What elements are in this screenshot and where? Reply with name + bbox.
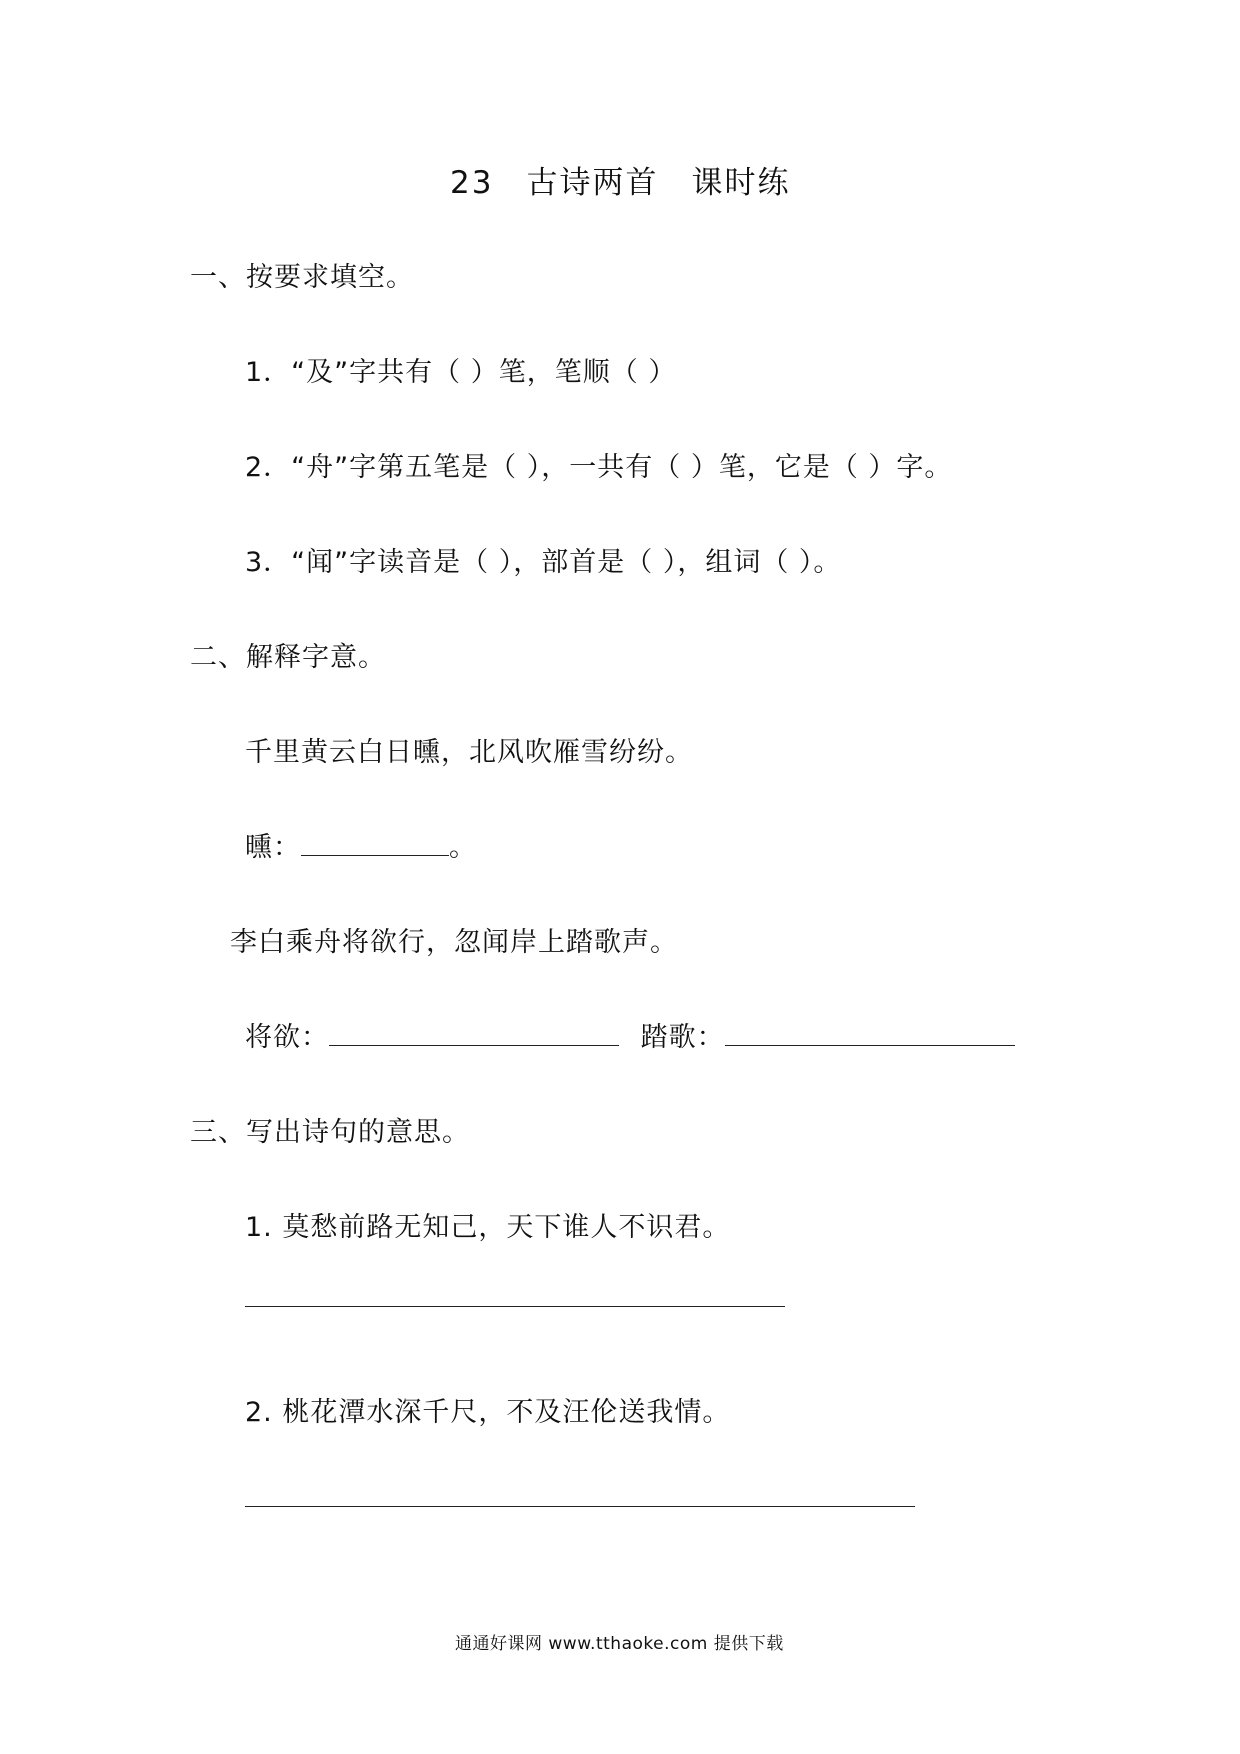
section-heading-fill-blanks: 一、按要求填空。 bbox=[190, 262, 414, 293]
page-title: 23 古诗两首 课时练 bbox=[450, 165, 791, 201]
term-label-jiangyu: 将欲： bbox=[245, 1022, 329, 1053]
poem-verse-2: 李白乘舟将欲行，忽闻岸上踏歌声。 bbox=[230, 927, 678, 958]
poem-question-2: 2. 桃花潭水深千尺，不及汪伦送我情。 bbox=[245, 1397, 731, 1428]
footer-source: 通通好课网 www.tthaoke.com 提供下载 bbox=[455, 1634, 784, 1654]
poem-verse-1: 千里黄云白日曛，北风吹雁雪纷纷。 bbox=[245, 737, 693, 768]
answer-line-poem-1[interactable] bbox=[245, 1306, 785, 1307]
question-1-2: 2．“舟”字第五笔是（ ），一共有（ ）笔，它是（ ）字。 bbox=[245, 452, 953, 483]
term-label-xun: 曛： bbox=[245, 832, 301, 863]
poem-question-1: 1. 莫愁前路无知己，天下谁人不识君。 bbox=[245, 1212, 731, 1243]
section-heading-explain-words: 二、解释字意。 bbox=[190, 642, 386, 673]
answer-blank-tage[interactable] bbox=[725, 1021, 1015, 1046]
question-1-1: 1．“及”字共有（ ）笔，笔顺（ ） bbox=[245, 357, 677, 388]
answer-line-poem-2[interactable] bbox=[245, 1506, 915, 1507]
section-heading-poem-meaning: 三、写出诗句的意思。 bbox=[190, 1117, 470, 1148]
answer-line-xun bbox=[245, 830, 477, 866]
answer-line-jiangyu-tage bbox=[245, 1020, 1015, 1056]
answer-blank-jiangyu[interactable] bbox=[329, 1021, 619, 1046]
term-label-tage: 踏歌： bbox=[640, 1022, 725, 1053]
question-1-3: 3．“闻”字读音是（ ），部首是（ ），组词（ ）。 bbox=[245, 547, 842, 578]
answer-blank-xun[interactable] bbox=[301, 831, 449, 856]
term-end-mark: 。 bbox=[449, 832, 477, 863]
